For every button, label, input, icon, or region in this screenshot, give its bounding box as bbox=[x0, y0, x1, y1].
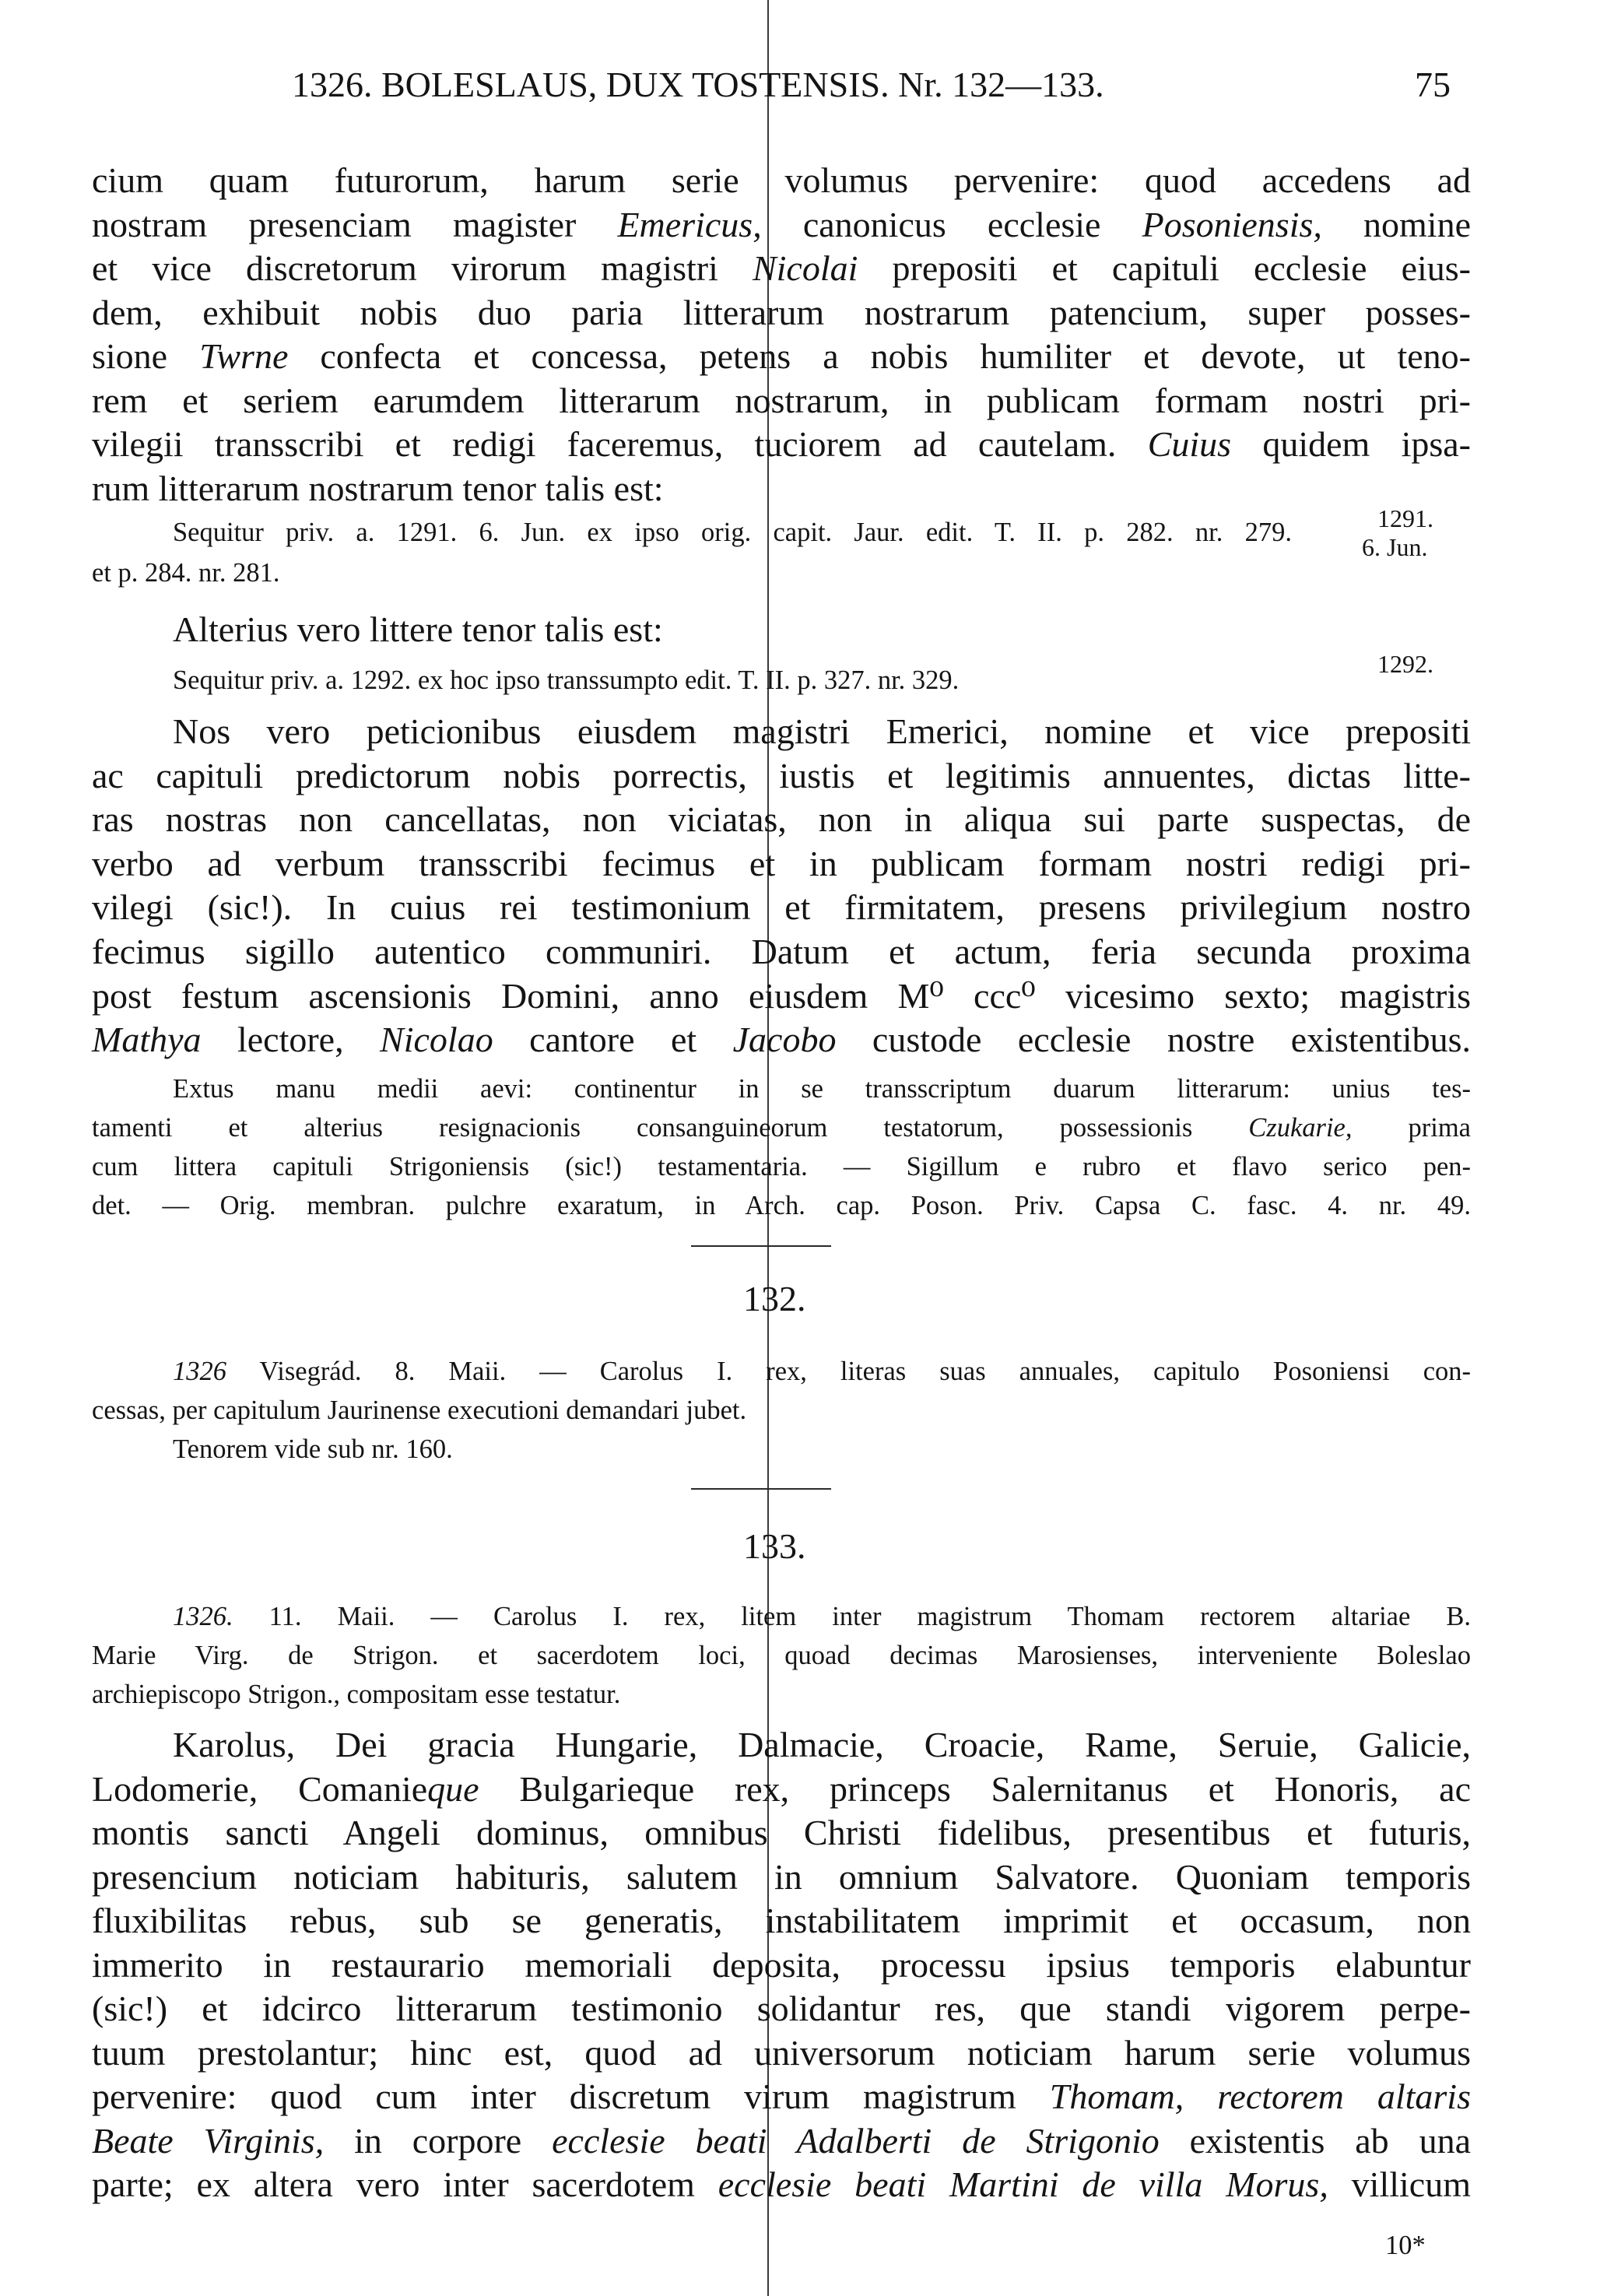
text-line: ac capituli predictorum nobis porrectis, iustis et legitimis annuentes, dictas litte- bbox=[92, 755, 1471, 795]
text-line: tuum prestolantur; hinc est, quod ad universorum noticiam harum serie volumus bbox=[92, 2032, 1471, 2073]
text-line: rem et seriem earumdem litterarum nostrarum, in publicam formam nostri pri- bbox=[92, 380, 1471, 420]
note-sequitur-1292: Sequitur priv. a. 1292. ex hoc ipso transsumpto edit. T. II. p. 327. nr. 329. bbox=[173, 665, 960, 695]
text-line: Tenorem vide sub nr. 160. bbox=[173, 1434, 453, 1464]
note-sequitur-1291: Sequitur priv. a. 1291. 6. Jun. ex ipso orig. capit. Jaur. edit. T. II. p. 282. nr. 279. bbox=[173, 518, 1292, 547]
text-line: Marie Virg. de Strigon. et sacerdotem loci, quoad decimas Marosienses, interveniente Boleslao bbox=[92, 1641, 1471, 1670]
text-line: montis sancti Angeli dominus, omnibus Christi fidelibus, presentibus et futuris, bbox=[92, 1813, 1471, 1852]
text-line: parte; ex altera vero inter sacerdotem ecclesie beati Martini de villa Morus, villicum bbox=[92, 2164, 1471, 2204]
text-line: Mathya lectore, Nicolao cantore et Jacobo custode ecclesie nostre existentibus. bbox=[92, 1019, 1471, 1059]
page-number: 75 bbox=[1415, 65, 1451, 104]
text-line: nostram presenciam magister Emericus, canonicus ecclesie Posoniensis, nomine bbox=[92, 204, 1471, 244]
text-line: fluxibilitas rebus, sub se generatis, instabilitatem imprimit et occasum, non bbox=[92, 1901, 1471, 1940]
document-number-133: 133. bbox=[743, 1526, 806, 1566]
text-line: sione Twrne confecta et concessa, petens a nobis humiliter et devote, ut teno- bbox=[92, 336, 1471, 376]
text-line: cium quam futurorum, harum serie volumus pervenire: quod accedens ad bbox=[92, 160, 1471, 200]
margin-date-1291-day: 6. Jun. bbox=[1362, 533, 1428, 561]
text-line: Lodomerie, Comanieque Bulgarieque rex, princeps Salernitanus et Honoris, ac bbox=[92, 1768, 1472, 1809]
running-title: 1326. BOLESLAUS, DUX TOSTENSIS. Nr. 132—133. bbox=[292, 65, 1104, 104]
text-line: cessas, per capitulum Jaurinense executioni demandari jubet. bbox=[92, 1396, 747, 1425]
text-line: vilegi (sic!). In cuius rei testimonium et firmitatem, presens privilegium nostro bbox=[92, 887, 1471, 927]
text-line: Karolus, Dei gracia Hungarie, Dalmacie, Croacie, Rame, Seruie, Galicie, bbox=[173, 1725, 1471, 1764]
text-line: 1326 Visegrád. 8. Maii. — Carolus I. rex, literas suas annuales, capitulo Posoniensi con- bbox=[173, 1357, 1471, 1386]
text-line: det. — Orig. membran. pulchre exaratum, in Arch. cap. Poson. Priv. Capsa C. fasc. 4. nr. 49. bbox=[92, 1191, 1471, 1220]
document-number-132: 132. bbox=[743, 1279, 806, 1318]
margin-date-1292-year: 1292. bbox=[1377, 650, 1433, 678]
text-line: Beate Virginis, in corpore ecclesie beati Adalberti de Strigonio existentis ab una bbox=[92, 2120, 1471, 2161]
divider-rule bbox=[691, 1245, 831, 1247]
margin-date-1291-year: 1291. bbox=[1377, 504, 1433, 532]
text-line: rum litterarum nostrarum tenor talis est: bbox=[92, 468, 664, 508]
text-line: et vice discretorum virorum magistri Nicolai prepositi et capituli ecclesie eius- bbox=[92, 248, 1472, 288]
text-line: Extus manu medii aevi: continentur in se transscriptum duarum litterarum: unius tes- bbox=[173, 1074, 1471, 1104]
text-line: immerito in restaurario memoriali deposita, processu ipsius temporis elabuntur bbox=[92, 1944, 1471, 1985]
text-line: vilegii transscribi et redigi faceremus, tuciorem ad cautelam. Cuius quidem ipsa- bbox=[92, 424, 1471, 464]
text-line: (sic!) et idcirco litterarum testimonio solidantur res, que standi vigorem perpe- bbox=[92, 1989, 1471, 2028]
text-line: ras nostras non cancellatas, non viciatas, non in aliqua sui parte suspectas, de bbox=[92, 799, 1471, 839]
alterius-line: Alterius vero littere tenor talis est: bbox=[173, 609, 663, 649]
text-line: presencium noticiam habituris, salutem in omnium Salvatore. Quoniam temporis bbox=[92, 1856, 1471, 1897]
text-line: dem, exhibuit nobis duo paria litterarum nostrarum patencium, super posses- bbox=[92, 292, 1471, 332]
signature-mark: 10* bbox=[1385, 2231, 1426, 2260]
text-line: Nos vero peticionibus eiusdem magistri Emerici, nomine et vice prepositi bbox=[173, 711, 1471, 751]
text-line: post festum ascensionis Domini, anno eiusdem M⁰ ccc⁰ vicesimo sexto; magistris bbox=[92, 976, 1471, 1016]
text-line: tamenti et alterius resignacionis consanguineorum testatorum, possessionis Czukarie, prima bbox=[92, 1113, 1471, 1143]
text-line: 1326. 11. Maii. — Carolus I. rex, litem inter magistrum Thomam rectorem altariae B. bbox=[173, 1602, 1471, 1631]
text-line: verbo ad verbum transscribi fecimus et in publicam formam nostri redigi pri- bbox=[92, 843, 1471, 883]
text-line: cum littera capituli Strigoniensis (sic!) testamentaria. — Sigillum e rubro et flavo serico pen- bbox=[92, 1152, 1471, 1181]
text-line: pervenire: quod cum inter discretum virum magistrum Thomam, rectorem altaris bbox=[92, 2077, 1471, 2116]
text-line: fecimus sigillo autentico communiri. Datum et actum, feria secunda proxima bbox=[92, 931, 1471, 971]
divider-rule bbox=[691, 1488, 831, 1490]
note-sequitur-1291-cont: et p. 284. nr. 281. bbox=[92, 558, 280, 588]
text-line: archiepiscopo Strigon., compositam esse testatur. bbox=[92, 1680, 621, 1709]
